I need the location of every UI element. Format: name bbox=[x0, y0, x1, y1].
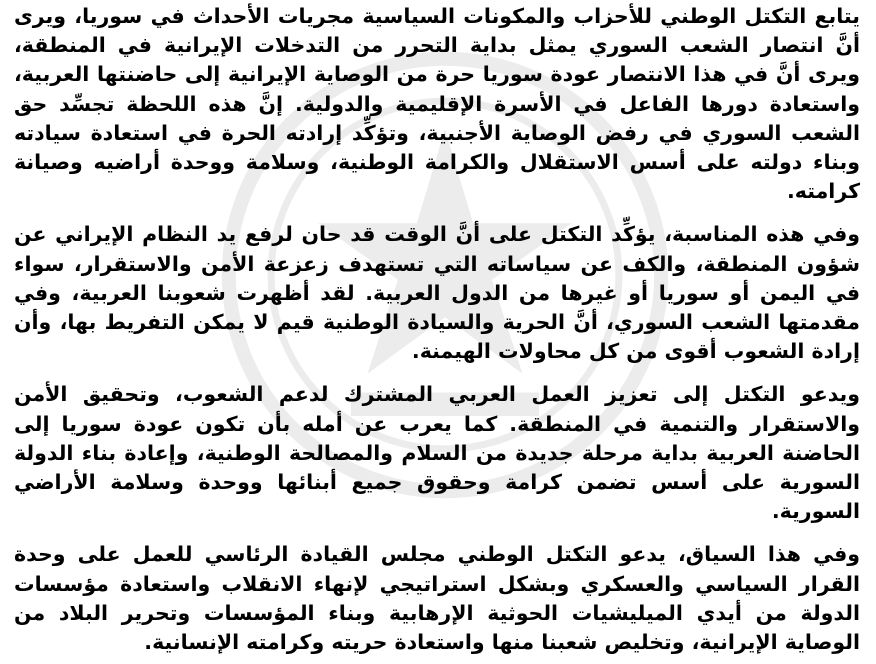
paragraph-presidential-council: وفي هذا السياق، يدعو التكتل الوطني مجلس القيادة الرئاسي للعمل على وحدة القرار السياسي والعسكري وبشكل استراتيجي لإنهاء الانقلاب واستعادة مؤسسات الدولة من أيدي الميليشيات الحوثية الإرهابية وبناء المؤسسات وتحرير البلاد من الوصاية الإيرانية، وتخليص شعبنا منها واستعادة حريته وكرامته الإنسانية. bbox=[14, 542, 860, 655]
paragraph-syria-victory: يتابع التكتل الوطني للأحزاب والمكونات السياسية مجريات الأحداث في سوريا، ويرى أنَّ انتصار الشعب السوري يمثل بداية التحرر من التدخلات الإيرانية في المنطقة، ويرى أنَّ في هذا الانتصار عودة سوريا حرة من الوصاية الإيرانية إلى حاضنتها العربية، واستعادة دورها الفاعل في الأسرة الإقليمية والدولية. إنَّ هذه اللحظة تجسِّد حق الشعب السوري في رفض الوصاية الأجنبية، وتؤكِّد إرادته الحرة في استعادة سيادته وبناء دولته على أسس الاستقلال والكرامة الوطنية، وسلامة ووحدة أراضيه وصيانة كرامته. bbox=[14, 4, 860, 204]
paragraph-iran-interference: وفي هذه المناسبة، يؤكِّد التكتل على أنَّ الوقت قد حان لرفع يد النظام الإيراني عن شؤون المنطقة، والكف عن سياساته التي تستهدف زعزعة الأمن والاستقرار، سواء في اليمن أو سوريا أو غيرها من الدول العربية. لقد أظهرت شعوبنا العربية، وفي مقدمتها الشعب السوري، أنَّ الحرية والسيادة الوطنية قيم لا يمكن التفريط بها، وأن إرادة الشعوب أقوى من كل محاولات الهيمنة. bbox=[14, 222, 860, 364]
paragraph-arab-cooperation: ويدعو التكتل إلى تعزيز العمل العربي المشترك لدعم الشعوب، وتحقيق الأمن والاستقرار والتنمية في المنطقة. كما يعرب عن أمله بأن تكون عودة سوريا إلى الحاضنة العربية بداية مرحلة جديدة من السلام والمصالحة الوطنية، وإعادة بناء الدولة السورية على أسس تضمن كرامة وحقوق جميع أبنائها ووحدة وسلامة الأراضي السورية. bbox=[14, 382, 860, 524]
